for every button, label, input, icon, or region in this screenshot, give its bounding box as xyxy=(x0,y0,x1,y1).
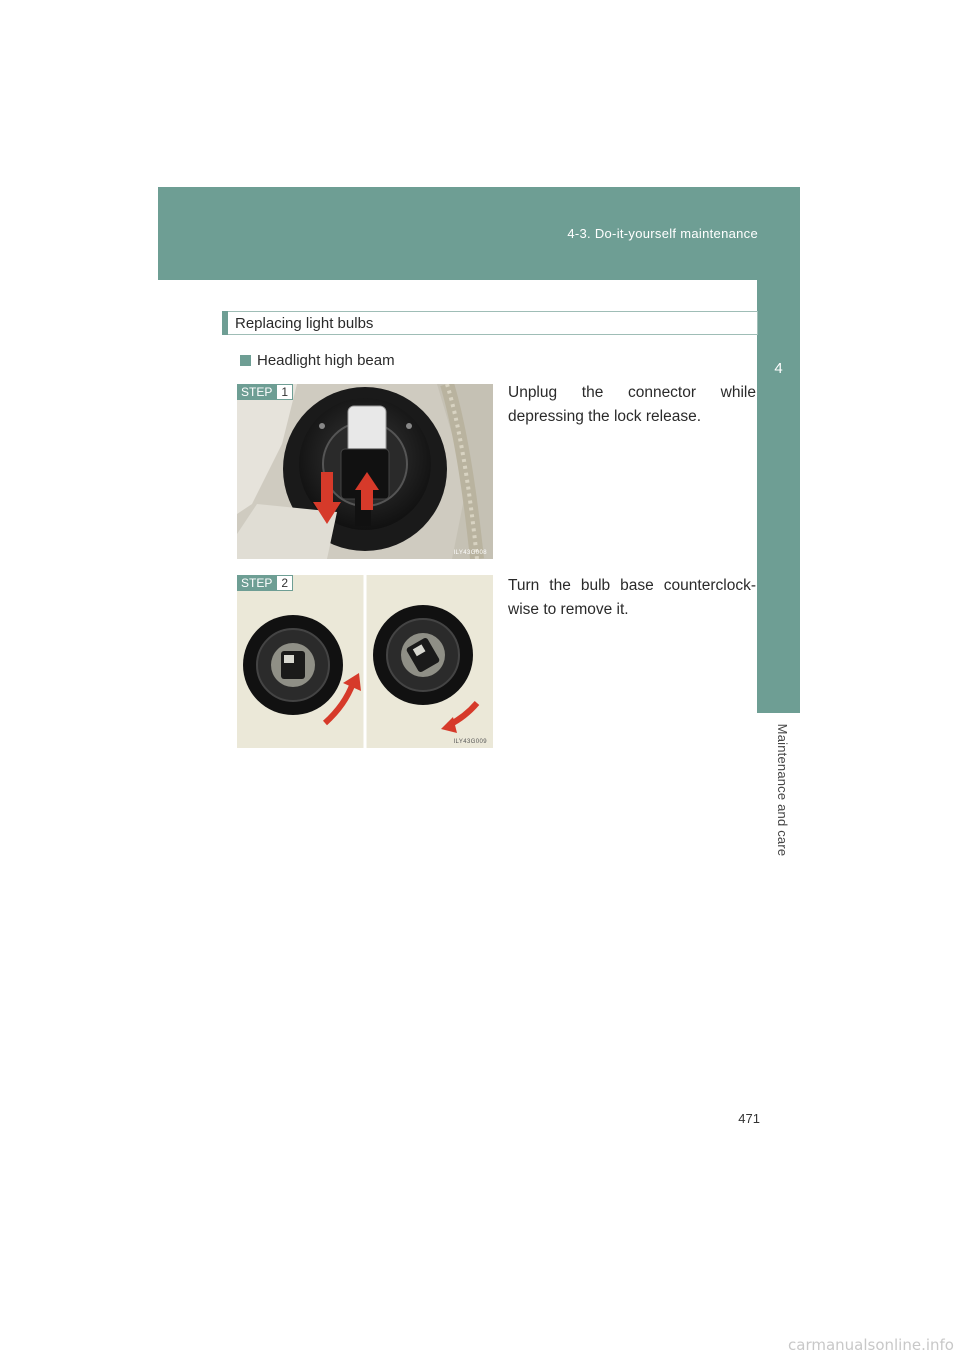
headlight-connector-photo xyxy=(237,384,493,559)
chapter-label: Maintenance and care xyxy=(775,723,790,857)
subsection-heading xyxy=(240,352,395,369)
bulb-base-rotation-photo xyxy=(237,575,493,748)
square-bullet-icon xyxy=(240,355,251,366)
chapter-number: 4 xyxy=(774,360,783,377)
figure-2-code: ILY43G009 xyxy=(453,739,487,745)
chapter-section-title: 4-3. Do-it-yourself maintenance xyxy=(567,226,758,241)
figure-1-code: ILY43G008 xyxy=(453,550,487,556)
subsection-title: Headlight high beam xyxy=(257,352,395,369)
step-1-number: 1 xyxy=(276,384,293,400)
step-2-badge xyxy=(237,575,293,591)
section-accent-bar xyxy=(222,311,228,335)
step-1-figure xyxy=(237,384,493,559)
step-1-text: Unplug the connector while depressing the lock release. xyxy=(508,384,756,425)
step-2-number: 2 xyxy=(276,575,293,591)
step-2-word: STEP xyxy=(237,575,276,591)
section-title: Replacing light bulbs xyxy=(235,315,374,332)
header-band xyxy=(158,187,800,280)
step-1-badge xyxy=(237,384,293,400)
section-heading xyxy=(222,311,758,335)
step-2-text: Turn the bulb base counterclock-wise to remove it. xyxy=(508,577,756,618)
page-number: 471 xyxy=(738,1111,760,1126)
step-2-figure xyxy=(237,575,493,748)
chapter-tab xyxy=(757,280,800,713)
step-1-word: STEP xyxy=(237,384,276,400)
watermark: carmanualsonline.info xyxy=(788,1336,954,1354)
